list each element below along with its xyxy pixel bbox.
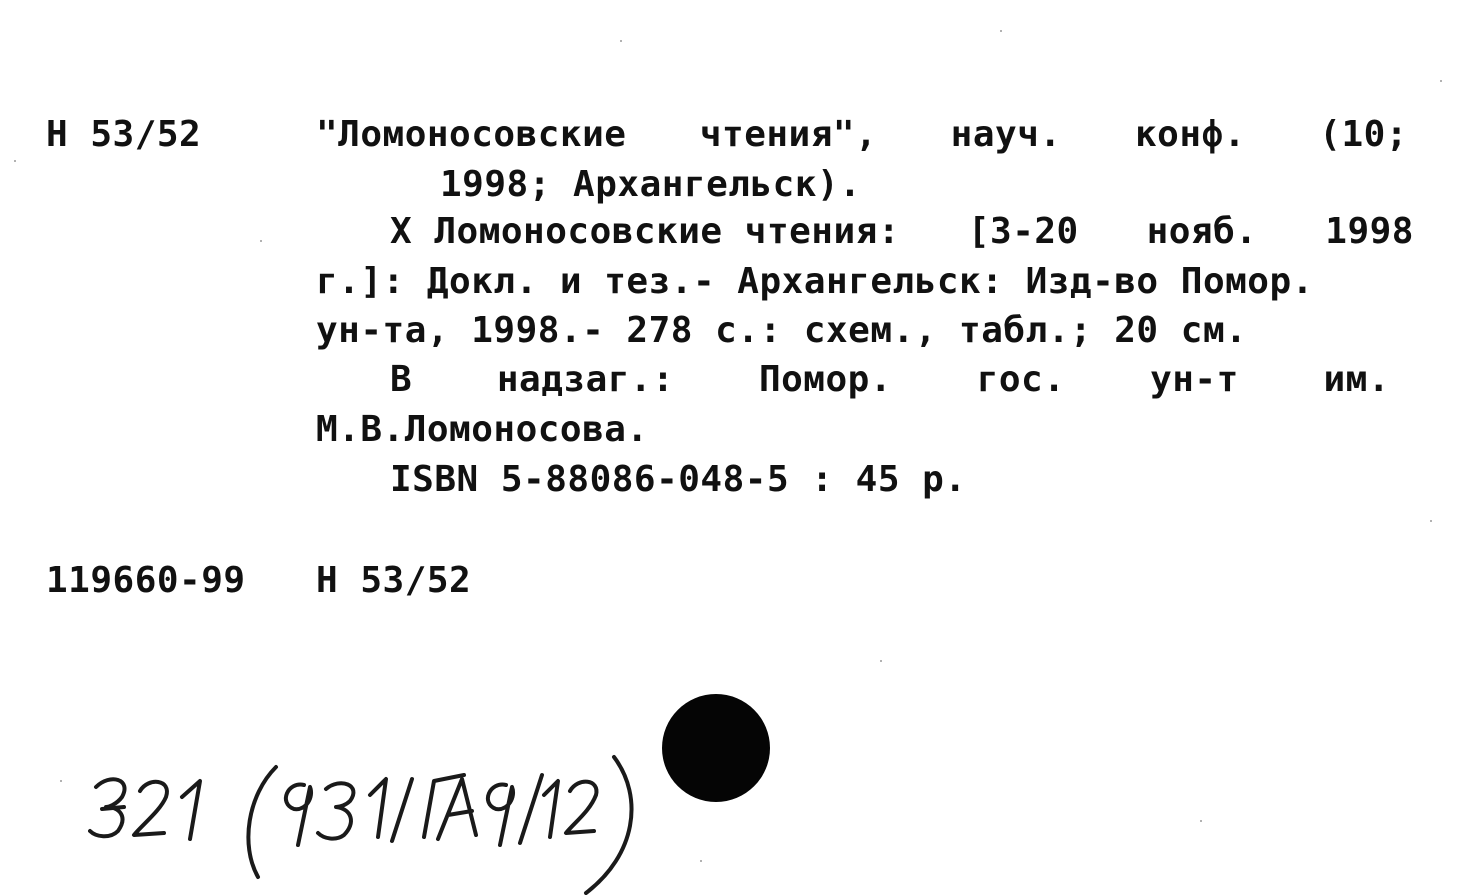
body-word: нояб. <box>1146 211 1258 252</box>
heading-line-2: 1998; Архангельск). <box>440 164 862 205</box>
isbn-line: ISBN 5-88086-048-5 : 45 р. <box>390 459 967 500</box>
scan-speck <box>1000 30 1002 32</box>
body-line-3: ун-та, 1998.- 278 с.: схем., табл.; 20 см. <box>316 310 1248 351</box>
body-word: ун-т <box>1150 359 1239 400</box>
shelf-mark-bottom: Н 53/52 <box>316 560 472 601</box>
scan-speck <box>60 780 62 782</box>
body-word: X Ломоносовские чтения: <box>390 211 900 252</box>
body-line-2: г.]: Докл. и тез.- Архангельск: Изд-во Помор. <box>316 261 1314 302</box>
body-word: [3-20 <box>967 211 1079 252</box>
handwritten-classification-code <box>88 745 648 895</box>
heading-word: конф. <box>1134 114 1246 155</box>
body-line-1 <box>390 212 1414 252</box>
body-word: 1998 <box>1325 211 1414 252</box>
scan-speck <box>14 160 16 162</box>
body-word: им. <box>1323 359 1390 400</box>
scan-speck <box>1440 80 1442 82</box>
body-line-5: М.В.Ломоносова. <box>316 409 649 450</box>
scan-speck <box>1200 820 1202 822</box>
scan-speck <box>260 240 262 242</box>
heading-word: чтения", <box>699 114 878 155</box>
heading-line-1 <box>316 115 1408 155</box>
body-line-4 <box>390 360 1390 400</box>
body-word: В <box>390 359 413 400</box>
scan-speck <box>620 40 622 42</box>
shelf-mark: Н 53/52 <box>46 114 202 155</box>
body-word: Помор. <box>758 359 892 400</box>
body-word: гос. <box>976 359 1066 400</box>
inventory-number: 119660-99 <box>46 560 246 601</box>
scan-speck <box>880 660 882 662</box>
scan-speck <box>700 860 702 862</box>
heading-word: (10; <box>1319 114 1408 155</box>
body-word: надзаг.: <box>496 359 675 400</box>
scan-speck <box>1430 520 1432 522</box>
heading-word: "Ломоносовские <box>316 114 627 155</box>
punched-hole <box>662 694 770 802</box>
heading-word: науч. <box>950 114 1062 155</box>
